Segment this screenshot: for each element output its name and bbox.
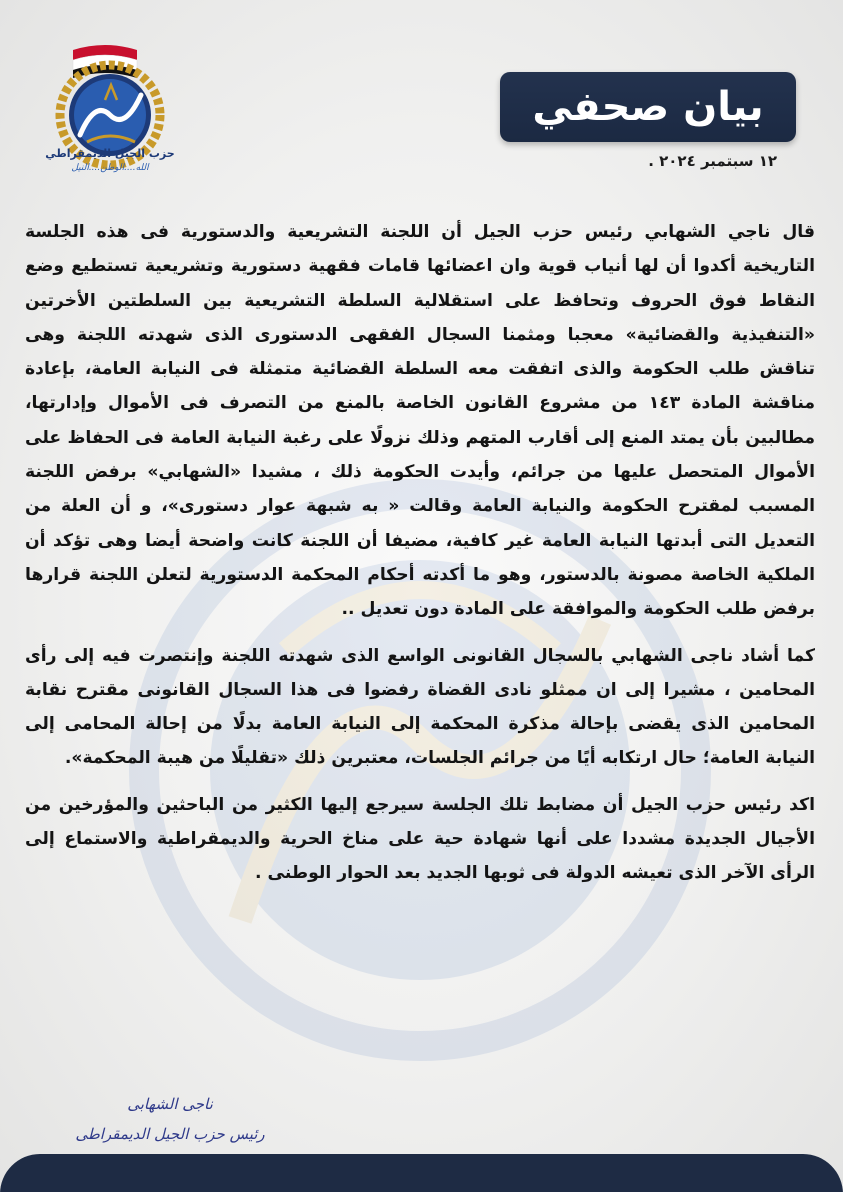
release-date: ١٢ سبتمبر ٢٠٢٤ .	[648, 152, 777, 170]
title-banner	[500, 72, 796, 142]
signatory-role: رئيس حزب الجيل الديمقراطى	[75, 1125, 265, 1143]
paragraph-3: اكد رئيس حزب الجيل أن مضابط تلك الجلسة سيرجع إليها الكثير من الباحثين والمؤرخين من الأجيال الجديدة مشددا على أنها شهادة حية على مناخ الحرية والديمقراطية والاستماع إلى الرأى الآخر الذى تعيشه الدولة فى ثوبها الجديد بعد الحوار الوطنى .	[25, 794, 815, 884]
page-title: بيان صحفي	[532, 84, 764, 130]
signatory-name: ناجى الشهابى	[127, 1095, 213, 1113]
paragraph-1: قال ناجي الشهابي رئيس حزب الجيل أن اللجنة التشريعية والدستورية فى هذه الجلسة التاريخية أكدوا أن لها أنياب قوية وان اعضائها قامات فقهية دستورية وتشريعية تستطيع وضع النقاط فوق الحروف وتحافظ على استقلالية السلطة التشريعية بين السلطتين الأخرتين «التنفيذية والقضائية» معجبا ومثمنا السجال الفقهى الدستورى الذى شهدته اللجنة وهى تناقش طلب الحكومة والذى اتفقت معه السلطة القضائية متمثلة فى النيابة العامة، بإعادة مناقشة المادة ١٤٣ من مشروع القانون الخاصة بالمنع من التصرف فى الأموال وإدارتها، مطالبين بأن يمتد المنع إلى أقارب المتهم وذلك نزولًا على رغبة النيابة العامة فى الحفاظ على الأموال المتحصل عليها من جرائم، وأيدت الحكومة ذلك ، مشيدا «الشهابي» برفض اللجنة المسبب لمقترح الحكومة والنيابة العامة وقالت « به شبهة عوار دستورى»، و أن العلة من التعديل التى أبدتها النيابة العامة غير كافية، مضيفا أن اللجنة كانت واضحة أيضا وهى تؤكد أن الملكية الخاصة مصونة بالدستور، وهو ما أكدته أحكام المحكمة الدستورية لتعلن اللجنة قرارها برفض طلب الحكومة والموافقة على المادة دون تعديل ..	[25, 222, 815, 620]
party-name: حزب الجيل الديمقراطي	[45, 147, 175, 160]
signature-block	[55, 1095, 285, 1143]
party-slogan: الله....الوطن....النيل	[71, 163, 149, 173]
footer-bar	[0, 1154, 843, 1192]
statement-body	[25, 215, 815, 903]
paragraph-2: كما أشاد ناجى الشهابي بالسجال القانونى الواسع الذى شهدته اللجنة وإنتصرت فيه إلى رأى المحامين ، مشيرا إلى ان ممثلو نادى القضاة رفضوا فى هذا السجال القانونى مقترح نقابة المحامين الذى يقضى بإحالة مذكرة المحكمة إلى النيابة العامة بدلًا من إحالة المحامى إلى النيابة العامة؛ حال ارتكابه أيًا من جرائم الجلسات، معتبرين ذلك «تقليلًا من هيبة المحكمة».	[25, 645, 815, 769]
